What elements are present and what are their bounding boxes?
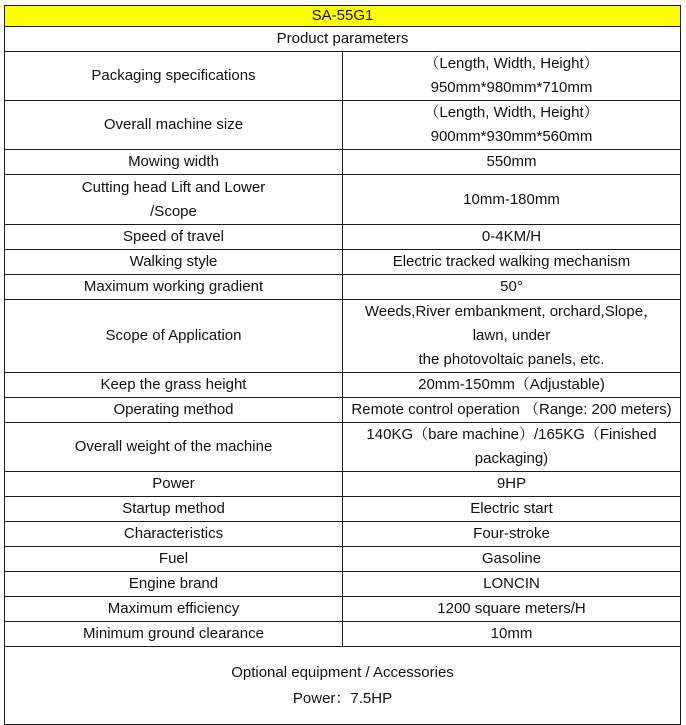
param-label: Overall machine size: [5, 101, 343, 150]
param-value: 10mm: [343, 622, 681, 647]
table-row: [5, 150, 681, 175]
param-value-line: Weeds,River embankment, orchard,Slope， lawn, under: [364, 303, 659, 344]
param-value: 9HP: [343, 472, 681, 497]
param-label: [5, 175, 343, 225]
param-value: 140KG（bare machine）/165KG（Finished packaging): [343, 423, 681, 472]
param-label-line: Cutting head Lift and Lower: [81, 178, 266, 196]
param-label: Walking style: [5, 250, 343, 275]
param-label: Overall weight of the machine: [5, 423, 343, 472]
section-header: Product parameters: [5, 27, 681, 52]
param-label: Startup method: [5, 497, 343, 522]
param-label: Maximum working gradient: [5, 275, 343, 300]
table-row: [5, 225, 681, 250]
param-value: [343, 300, 681, 373]
table-row: [5, 275, 681, 300]
param-label: Scope of Application: [5, 300, 343, 373]
table-row: [5, 497, 681, 522]
table-row: [5, 398, 681, 423]
param-value: 50°: [343, 275, 681, 300]
param-value: 550mm: [343, 150, 681, 175]
table-row: [5, 597, 681, 622]
table-row: [5, 373, 681, 398]
model-title: SA-55G1: [5, 6, 681, 27]
param-label: Mowing width: [5, 150, 343, 175]
param-label: Characteristics: [5, 522, 343, 547]
param-label-line: /Scope: [150, 202, 197, 220]
title-row: [5, 6, 681, 27]
param-value: Remote control operation （Range: 200 meters): [343, 398, 681, 423]
optional-equipment: [5, 647, 681, 725]
param-value: 0-4KM/H: [343, 225, 681, 250]
param-label: Maximum efficiency: [5, 597, 343, 622]
param-value: Electric tracked walking mechanism: [343, 250, 681, 275]
param-label: Operating method: [5, 398, 343, 423]
table-row: [5, 175, 681, 225]
spec-table: [4, 5, 681, 725]
table-row: [5, 250, 681, 275]
param-label: Speed of travel: [5, 225, 343, 250]
param-value: Electric start: [343, 497, 681, 522]
table-row: [5, 423, 681, 472]
footer-row: [5, 647, 681, 725]
param-label: Packaging specifications: [5, 52, 343, 101]
table-row: [5, 547, 681, 572]
section-header-row: [5, 27, 681, 52]
table-row: [5, 572, 681, 597]
param-label: Power: [5, 472, 343, 497]
table-row: [5, 52, 681, 101]
param-value: Four-stroke: [343, 522, 681, 547]
param-value: 20mm-150mm（Adjustable): [343, 373, 681, 398]
param-value: （Length, Width, Height）900mm*930mm*560mm: [343, 101, 681, 150]
optional-power: Power：7.5HP: [292, 689, 393, 707]
table-row: [5, 101, 681, 150]
table-row: [5, 300, 681, 373]
param-value: 1200 square meters/H: [343, 597, 681, 622]
param-label: Engine brand: [5, 572, 343, 597]
table-row: [5, 522, 681, 547]
table-row: [5, 472, 681, 497]
param-value: （Length, Width, Height）950mm*980mm*710mm: [343, 52, 681, 101]
spec-sheet: [4, 5, 681, 725]
param-label: Fuel: [5, 547, 343, 572]
param-value-line: the photovoltaic panels, etc.: [418, 351, 605, 368]
param-value: 10mm-180mm: [343, 175, 681, 225]
param-value: Gasoline: [343, 547, 681, 572]
optional-equipment-heading: Optional equipment / Accessories: [231, 663, 454, 681]
table-row: [5, 622, 681, 647]
param-value: LONCIN: [343, 572, 681, 597]
param-label: Minimum ground clearance: [5, 622, 343, 647]
param-label: Keep the grass height: [5, 373, 343, 398]
